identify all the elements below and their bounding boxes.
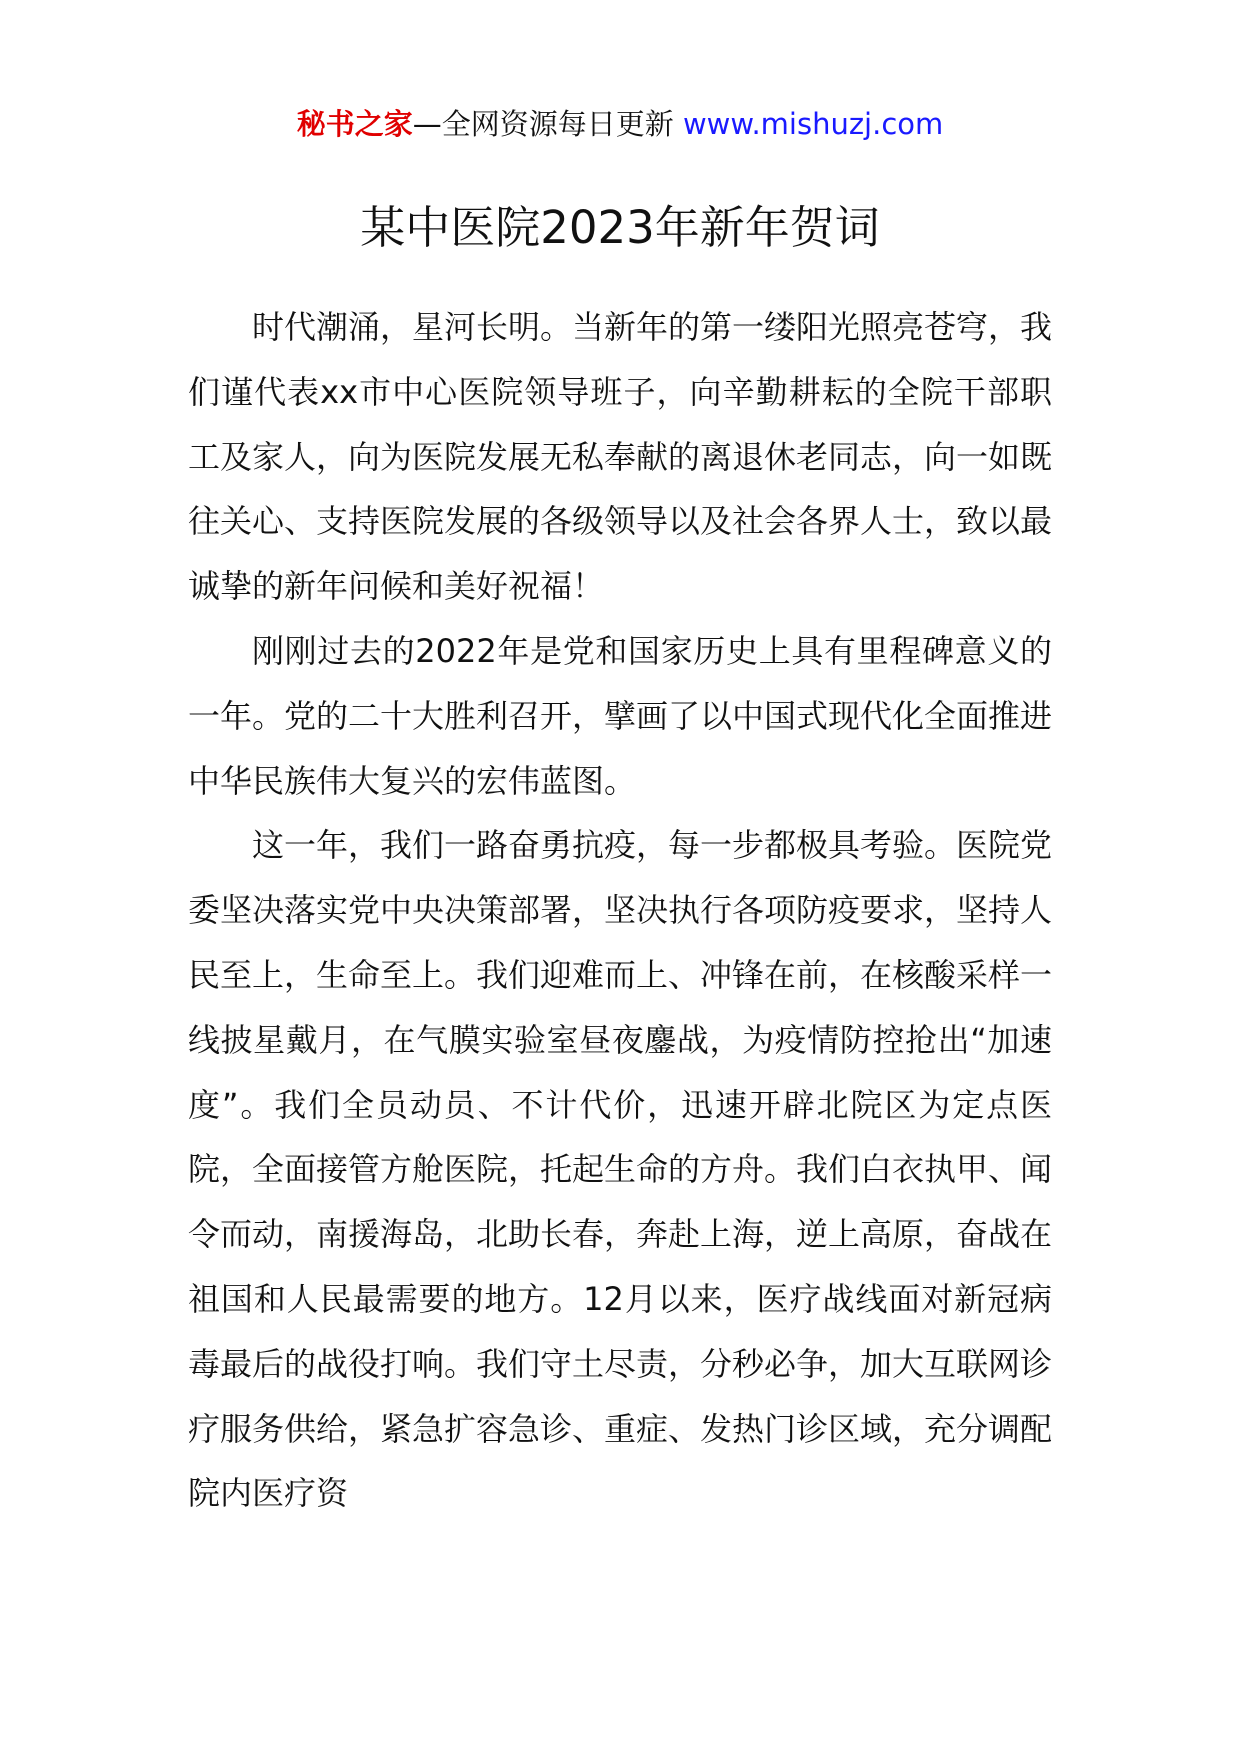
site-url-link[interactable]: www.mishuzj.com [682, 107, 944, 141]
document-body [188, 295, 1052, 1526]
header-tagline: —全网资源每日更新 [412, 107, 674, 141]
paragraph-review-2022: 刚刚过去的2022年是党和国家历史上具有里程碑意义的一年。党的二十大胜利召开，擘画了以中国式现代化全面推进中华民族伟大复兴的宏伟蓝图。 [188, 631, 1053, 800]
paragraph-greeting: 时代潮涌，星河长明。当新年的第一缕阳光照亮苍穹，我们谨代表xx市中心医院领导班子，向辛勤耕耘的全院干部职工及家人，向为医院发展无私奉献的离退休老同志，向一如既往关心、支持医院发展的各级领导以及社会各界人士，致以最诚挚的新年问候和美好祝福！ [188, 308, 1053, 606]
document-title: 某中医院2023年新年贺词 [360, 201, 880, 254]
paragraph-pandemic-fight: 这一年，我们一路奋勇抗疫，每一步都极具考验。医院党委坚决落实党中央决策部署，坚决执行各项防疫要求，坚持人民至上，生命至上。我们迎难而上、冲锋在前，在核酸采样一线披星戴月，在气膜实验室昼夜鏖战，为疫情防控抢出“加速度”。我们全员动员、不计代价，迅速开辟北院区为定点医院，全面接管方舱医院，托起生命的方舟。我们白衣执甲、闻令而动，南援海岛，北助长春，奔赴上海，逆上高原，奋战在祖国和人民最需要的地方。12月以来，医疗战线面对新冠病毒最后的战役打响。我们守土尽责，分秒必争，加大互联网诊疗服务供给，紧急扩容急诊、重症、发热门诊区域，充分调配院内医疗资 [188, 826, 1053, 1513]
brand-name: 秘书之家 [296, 107, 413, 141]
site-header [0, 104, 1240, 144]
